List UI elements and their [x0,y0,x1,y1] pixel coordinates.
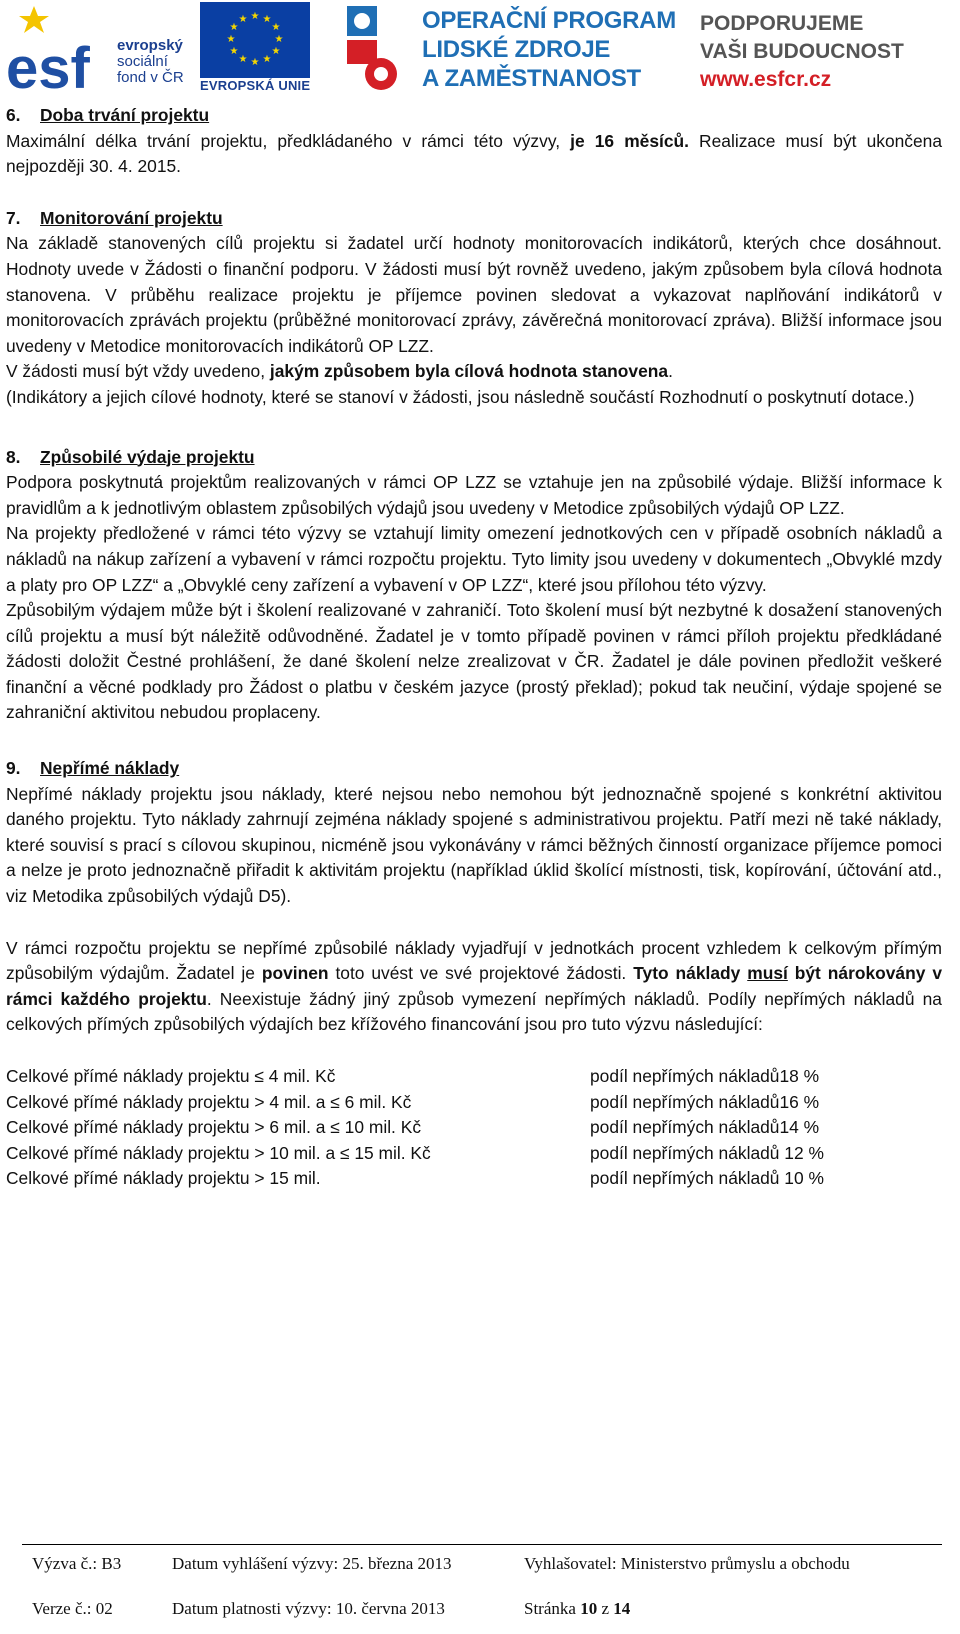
section-7-heading: 7. Monitorování projektu [6,207,223,228]
section-6-heading: 6. Doba trvání projektu [6,105,210,125]
page-footer [22,1544,942,1618]
section-8-paragraph-3: Způsobilým výdajem může být i školení realizované v zahraničí. Toto školení musí být nezbytné k dosažení stanovených cílů projektu a musí být náležitě odůvodněné. Žadatel je v tomto případě povinen v rámci příloh projektu předkládané žádosti doložit Čestné prohlášení, že dané školení nelze zrealizovat v ČR. Žadatel je dále povinen předložit veškeré finanční a věcné podklady pro Žádost o platbu v českém jazyce (prostý překlad); pokud tak neučiní, výdaje spojené se zahraniční aktivitou nebudou proplaceny. [6,600,942,723]
svg-text:★: ★ [250,11,260,22]
section-8-paragraph-1: Podpora poskytnutá projektům realizovaných v rámci OP LZZ se vztahuje jen na způsobilé výdaje. Bližší informace k pravidlům a k jednotlivým oblastem způsobilých výdajů jsou uvedeny v Metodice způsobilých výdajů OP LZZ. [6,472,942,518]
version: Verze č.: 02 [32,1599,113,1618]
eu-caption: EVROPSKÁ UNIE [200,78,311,93]
section-8-paragraph-2: Na projekty předložené v rámci této výzvy se vztahují limity omezení jednotkových cen v případě osobních nákladů a nákladů na nákup zařízení a vybavení v rámci rozpočtu projektu. Tyto limity jsou uvedeny v dokumentech „Obvyklé mzdy a platy pro OP LZZ“ a „Obvyklé ceny zařízení a vybavení v OP LZZ“, které jsou přílohou této výzvy. [6,523,942,595]
svg-text:★: ★ [271,22,281,33]
op-lzz-title: OPERAČNÍ PROGRAM LIDSKÉ ZDROJE A ZAMĚSTNANOST [422,7,676,92]
esf-caption: evropský sociální fond v ČR [117,37,184,86]
svg-text:★: ★ [238,14,248,25]
section-8-heading: 8. Způsobilé výdaje projektu [6,446,255,467]
announcement-date: Datum vyhlášení výzvy: 25. března 2013 [172,1554,452,1573]
svg-text:esf: esf [6,36,90,94]
rate-row: Celkové přímé náklady projektu > 6 mil. a ≤ 10 mil. Kč podíl nepřímých nákladů14 % [6,1117,820,1138]
section-7-paragraph-1: Na základě stanovených cílů projektu si žadatel určí hodnoty monitorovacích indikátorů, kterých chce dosáhnout. Hodnoty uvede v Žádosti o finanční podporu. V žádosti musí být rovněž uvedeno, jakým způsobem byla cílová hodnota stanovena. V průběhu realizace projektu je příjemce povinen sledovat a vykazovat naplňování indikátorů v monitorovacích zprávách projektu (průběžné monitorovací zprávy, závěrečná monitorovací zpráva). Bližší informace jsou uvedeny v Metodice monitorovacích indikátorů OP LZZ. [6,233,942,356]
svg-text:★: ★ [229,22,239,33]
section-6-text: Maximální délka trvání projektu, předkládaného v rámci této výzvy, je 16 měsíců. Realizace musí být ukončena nejpozději 30. 4. 2015. [6,130,943,177]
slogan: PODPORUJEME VAŠI BUDOUCNOST www.esfcr.cz [700,10,904,94]
section-9-heading: 9. Nepřímé náklady [6,758,180,779]
footer-row-1 [32,1554,850,1574]
footer-row-2 [32,1599,630,1619]
svg-text:★: ★ [271,46,281,57]
svg-text:★: ★ [262,54,272,65]
validity-date: Datum platnosti výzvy: 10. června 2013 [172,1599,445,1618]
section-9-paragraph-2: V rámci rozpočtu projektu se nepřímé způsobilé náklady vyjadřují v jednotkách procent vzhledem k celkovým přímým způsobilým výdajům. Žadatel je povinen toto uvést ve své projektové žádosti. Tyto náklady musí být nárokovány v rámci každého projektu. Neexistuje žádný jiný způsob vymezení nepřímých nákladů. Podíly nepřímých nákladů na celkových přímých způsobilých výdajích bez křížového financování jsou pro tuto výzvu následující: [6,937,942,1035]
svg-text:★: ★ [229,46,239,57]
svg-text:★: ★ [226,34,236,45]
esf-logo-icon [4,2,116,94]
rate-row: Celkové přímé náklady projektu ≤ 4 mil. Kč podíl nepřímých nákladů18 % [6,1066,820,1086]
indirect-cost-rates [6,1064,942,1192]
rate-row: Celkové přímé náklady projektu > 4 mil. a ≤ 6 mil. Kč podíl nepřímých nákladů16 % [6,1091,820,1112]
section-7-paragraph-2: V žádosti musí být vždy uvedeno, jakým způsobem byla cílová hodnota stanovena. [6,361,673,382]
rate-row: Celkové přímé náklady projektu > 15 mil. podíl nepřímých nákladů 10 % [6,1168,824,1189]
call-number: Výzva č.: B3 [32,1554,122,1573]
section-7-paragraph-3: (Indikátory a jejich cílové hodnoty, které se stanoví v žádosti, jsou následně součástí Rozhodnutí o poskytnutí dotace.) [6,386,915,407]
page-header [0,0,960,100]
eu-flag-icon [200,2,310,78]
esf-url-link[interactable]: www.esfcr.cz [700,68,832,91]
svg-text:★: ★ [250,57,260,68]
svg-text:★: ★ [238,54,248,65]
rate-row: Celkové přímé náklady projektu > 10 mil. a ≤ 15 mil. Kč podíl nepřímých nákladů 12 % [6,1142,824,1163]
document-body [6,103,942,1192]
page-number: Stránka 10 z 14 [524,1599,631,1618]
section-9-paragraph-1: Nepřímé náklady projektu jsou náklady, které nejsou nebo nemohou být jednoznačně spojené s konkrétní aktivitou daného projektu. Tyto náklady zahrnují zejména náklady spojené s administrativou projektu. Patří mezi ně také náklady, které souvisí s prací s cílovou skupinou, nicméně jsou vykonávány v rámci běžných činností organizace příjemce pomoci a nelze je proto jednoznačně přiřadit k aktivitám projektu (například úklid školící místnosti, tisk, kopírování, účtování atd., viz Metodika způsobilých výdajů D5). [6,783,942,907]
svg-text:★: ★ [274,34,284,45]
svg-text:★: ★ [262,14,272,25]
op-lzz-logo-icon [345,4,415,96]
announcer: Vyhlašovatel: Ministerstvo průmyslu a obchodu [524,1554,850,1573]
